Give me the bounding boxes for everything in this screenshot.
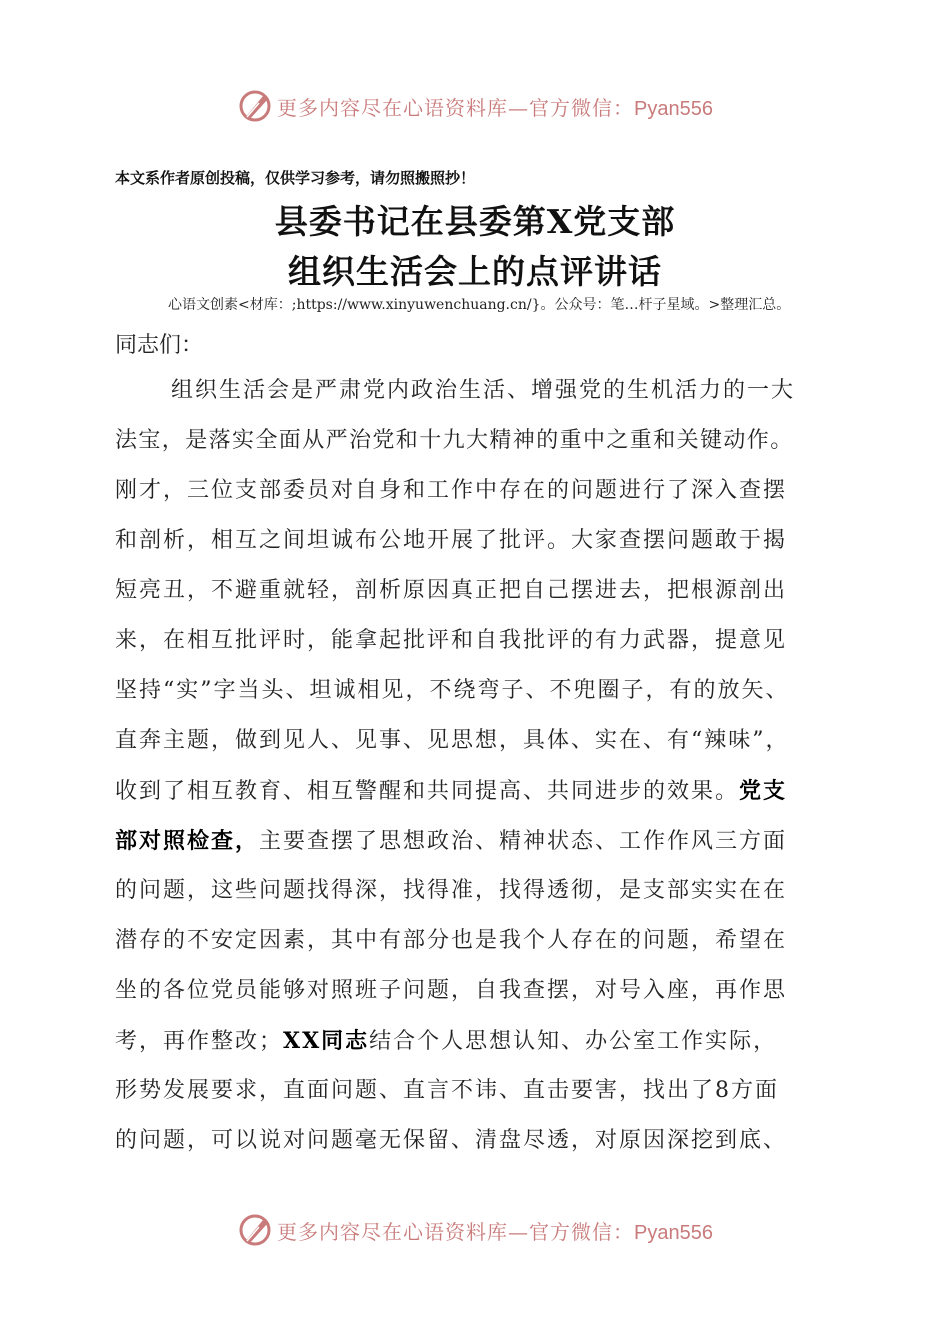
paragraph-line: 和剖析，相互之间坦诚布公地开展了批评。大家查摆问题敢于揭 bbox=[115, 528, 788, 553]
paragraph-line: 的问题，这些问题找得深，找得准，找得透彻，是支部实实在在 bbox=[115, 878, 788, 903]
source-attribution: 心语文创素<材库：;https://www.xinyuwenchuang.cn/}。公众号：笔…杆子星域。>整理汇总。 bbox=[168, 297, 791, 313]
paragraph-line: 刚才，三位支部委员对自身和工作中存在的问题进行了深入查摆 bbox=[115, 478, 788, 503]
footer-watermark-banner bbox=[0, 1208, 950, 1252]
watermark-handle: Pyan556 bbox=[634, 97, 713, 120]
copyright-notice: 本文系作者原创投稿，仅供学习参考，请勿照搬照抄！ bbox=[115, 169, 476, 187]
header-watermark-banner bbox=[0, 84, 950, 128]
quill-logo-icon bbox=[237, 88, 273, 124]
bold-phrase: 党支 bbox=[739, 778, 788, 804]
quill-logo-icon bbox=[237, 1212, 273, 1248]
bold-phrase: XX同志 bbox=[283, 1028, 370, 1054]
paragraph-line: 部对照检查，主要查摆了思想政治、精神状态、工作作风三方面 bbox=[115, 828, 788, 854]
bold-phrase: 部对照检查， bbox=[115, 828, 260, 854]
paragraph-line: 法宝，是落实全面从严治党和十九大精神的重中之重和关键动作。 bbox=[115, 428, 794, 453]
paragraph-line: 考，再作整改；XX同志结合个人思想认知、办公室工作实际， bbox=[115, 1028, 778, 1054]
watermark-handle: Pyan556 bbox=[634, 1221, 713, 1244]
paragraph-line: 来，在相互批评时，能拿起批评和自我批评的有力武器，提意见 bbox=[115, 628, 788, 653]
paragraph-line: 形势发展要求，直面问题、直言不讳、直击要害，找出了8方面 bbox=[115, 1078, 779, 1103]
paragraph-line: 坐的各位党员能够对照班子问题，自我查摆，对号入座，再作思 bbox=[115, 978, 788, 1003]
paragraph-line: 坚持“实”字当头、坦诚相见，不绕弯子、不兜圈子，有的放矢、 bbox=[115, 678, 790, 703]
watermark-text: 更多内容尽在心语资料库—官方微信：Pyan556 bbox=[277, 95, 713, 120]
paragraph-line: 短亮丑，不避重就轻，剖析原因真正把自己摆进去，把根源剖出 bbox=[115, 578, 788, 603]
paragraph-line: 直奔主题，做到见人、见事、见思想，具体、实在、有“辣味”， bbox=[115, 728, 790, 753]
paragraph-line: 收到了相互教育、相互警醒和共同提高、共同进步的效果。党支 bbox=[115, 778, 788, 804]
paragraph-line: 潜存的不安定因素，其中有部分也是我个人存在的问题，希望在 bbox=[115, 928, 788, 953]
document-title-line-2: 组织生活会上的点评讲话 bbox=[288, 252, 662, 291]
document-title-line-1: 县委书记在县委第X党支部 bbox=[274, 202, 676, 241]
watermark-text: 更多内容尽在心语资料库—官方微信：Pyan556 bbox=[277, 1219, 713, 1244]
paragraph-line: 组织生活会是严肃党内政治生活、增强党的生机活力的一大 bbox=[171, 378, 796, 403]
paragraph-line: 的问题，可以说对问题毫无保留、清盘尽透，对原因深挖到底、 bbox=[115, 1128, 788, 1153]
salutation: 同志们： bbox=[115, 333, 204, 358]
